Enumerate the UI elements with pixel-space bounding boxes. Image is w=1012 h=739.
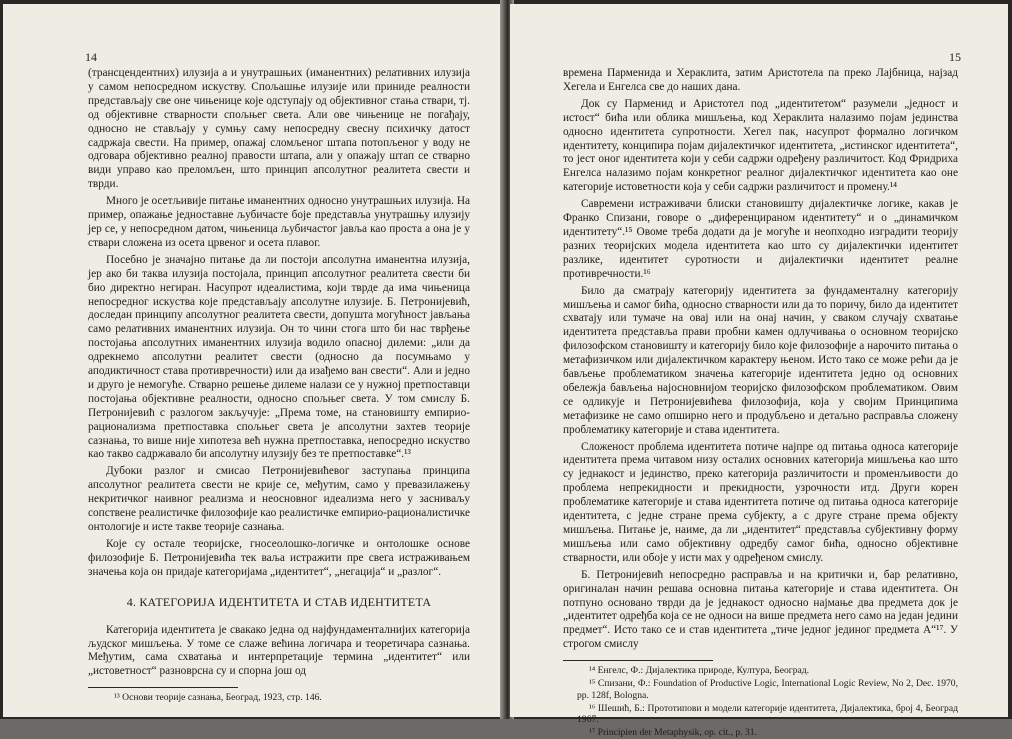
paragraph: Б. Петронијевић непосредно расправља и на критички и, бар релативно, оригиналан начин решава основна питања категорије и става идентитета. Он потпуно основано тврди да је једнакост односно најмање два предмета док је „идентитет одређба која се не односи на више предмета него само на један једини предмет“. Исто тако се и став идентитета „тиче једног јединог предмета А“¹⁷. У строгом смислу xyxy=(563,568,958,651)
paragraph: времена Парменида и Хераклита, затим Аристотела па преко Лајбница, најзад Хегела и Енгелса све до наших дана. xyxy=(563,67,958,93)
paragraph: Дубоки разлог и смисао Петронијевићевог заступања принципа апсолутног реалитета свести не крије се, међутим, само у превазилажењу некритичког наивног реализма и неосновног идеализма него у засниваљу сопствене реалистичке филозофије као реалистичке емпирио-рационалистичке онтологије и исте такве теорије сазнања. xyxy=(88,465,470,533)
paragraph: Категорија идентитета је свакако једна од најфундаменталнијих категорија људског мишљења. У томе се слаже већина логичара и теоретичара сазнања. Међутим, сама схватања и интерпретације термина „идентитет“ или „истоветност“ разноврсна су и спорна још од xyxy=(88,623,470,678)
page-number-right: 15 xyxy=(949,50,961,64)
footnote: ¹⁶ Шешић, Б.: Прототипови и модели категорије идентитета, Дијалектика, број 4, Београд 1967. xyxy=(577,702,958,726)
left-page-body xyxy=(88,67,470,704)
footnote: ¹³ Основи теорије сазнања, Београд, 1923, стр. 146. xyxy=(114,692,322,704)
footnote-rule xyxy=(563,660,713,661)
right-page-body xyxy=(563,67,958,739)
paragraph: Савремени истраживачи блиски становишту дијалектичке логике, какав је Франко Спизани, говоре о „диференцираном идентитету“ и о „динамичком идентитету“.¹⁵ Овоме треба додати да је могуће и неопходно изградити теорију разних теоријских модела идентитета као што су дијалектички идентитет разлике, идентитет суротности и дијалектички идентитет реалне противречности.¹⁶ xyxy=(563,198,958,280)
paragraph: Било да сматрају категорију идентитета за фундаменталну категорију мишљења и самог бића, односно стварности или да то поричу, било да идентитет схватају или тумаче на овај или на онај начин, у сваком случају схватање идентитета представља прави пробни камен одлучивања о основном теоријско филозофском становишту и категорију било које филозофије а нарочито питања о метафизичком или дијалектичком карактеру њеном. Исто тако се може рећи да је бављење проблематиком значења категорије идентитета једно од основних обележја бављења најосновнијом теоријско филозофском проблематиком. Овим се одликује и Петронијевићева филозофија, која у својим Принципима метафизике не само опширно него и продубљено и детаљно расправља сложену проблематику категорије и става идентитета. xyxy=(563,284,958,436)
footnote: ¹⁷ Principien der Metaphysik, op. cit., p. 31. xyxy=(589,727,757,739)
footnote-rule xyxy=(88,687,238,688)
paragraph: Сложеност проблема идентитета потиче најпре од питања односа категорије идентитета према читавом низу осталих основних категорија мишљења као што су једнакост и јединство, преко категорија различитости и променљивости до проблема непрекидности и прекидности, узрочности итд. Други корен проблематике категорије и става идентитета потиче од питања односа категорије идентитета, с једне стране према субјекту, а с друге стране према објекту мишљења. Питање је, наиме, да ли „идентитет“ представља субјективну форму мишљења или само објективну одредбу самог бића, односно објективне стварности, или обоје у исти мах у одређеном смислу. xyxy=(563,440,958,564)
paragraph: (трансцендентних) илузија а и унутрашњих (иманентних) релативних илузија у самом непосредном искуству. Спољашње илузије или приниде реалности представљају све оне чињенице које одступају од објективног стања ствари, тј. од објективне стварности спољњег света. Али ове чињенице не погађају, односно не стављају у сумњу саму непосредну свесну психичку датост садржаја свести. На пример, опажај сломљеног штапа потопљеног у воду не одговара објективно реалној правости штапа, али у опажају штап се стварно види управо као преломљен, што принцип апсолутног реалитета свести и тврди. xyxy=(88,67,470,191)
paragraph: Много је осетљивије питање иманентних односно унутрашњих илузија. На пример, опажање једноставне љубичасте боје представља унутрашњу илузију јер се, у непосредном датом, чињеница љубичастог јавља као проста а она је у ствари сложена из осета црвеног и осета плавог. xyxy=(88,195,470,249)
footnote: ¹⁵ Спизани, Ф.: Foundation of Productive Logic, International Logic Review, No 2, Dec. 1970, pp. 128f, Bologna. xyxy=(577,677,958,701)
paragraph: Док су Парменид и Аристотел под „идентитетом“ разумели „једност и истост“ бића или облика мишљења, код Хераклита налазимо појам јединства односно идентитета супротности. Хегел пак, насупрот формално логичком идентитету, конципира појам дијалектичког идентитета, „истинског идентитета“, то јест оног идентитета који у себи садржи одређену различитост. Код Фридриха Енгелса налазимо појам конкретног реалног дијалектичког идентитета као оне категорије истоветности која у себи садржи различитост и промену.¹⁴ xyxy=(563,97,958,194)
left-page xyxy=(3,4,504,717)
footnote: ¹⁴ Енгелс, Ф.: Дијалектика природе, Култура, Београд. xyxy=(589,665,810,677)
paragraph: Које су остале теоријске, гносеолошко-логичке и онтолошке основе филозофије Б. Петронијевића тек ваља истражити пре свега истраживањем значења која он придаје категоријама „идентитет“, „негација“ и „разлог“. xyxy=(88,537,470,578)
section-heading: 4. КАТЕГОРИЈА ИДЕНТИТЕТА И СТАВ ИДЕНТИТЕТА xyxy=(126,594,432,609)
paragraph: Посебно је значајно питање да ли постоји апсолутна иманентна илузија, јер ако би таква илузија постојала, принцип апсолутног реалитета свести би био директно негиран. Насупрот идеалистима, који тврде да има чињеница непосредног искуства које представљају апсолутне илузије. Б. Петронијевић, доследан принципу апсолутног реалитета свести, допушта могућност јављања само релативних иманентних илузија. Он то чини стога што би нас тврђење постојања апсолутних иманентних илузија водило опасној дилеми: „или да одрекнемо апсолутни реалитет свести (односно да посумњамо у аподиктичност става противречности) или да изађемо ван свести“. Али и једно и друго је немогуће. Стварно решење дилеме налази се у нужној претпоставци постојања објективне реалности, односно спољњег света. У том смислу Б. Петронијевић с разлогом закључује: „Према томе, на становишту емпирио-рационализма претпостaвка спољњег света је апсолутни захтев теорије сазнања, то више није хипотеза већ нужна претпоставка, непосредно искуство као такво садржавало би апсолутну илузију без те претпоставке“.¹³ xyxy=(88,253,470,461)
right-page xyxy=(510,4,1008,739)
page-number-left: 14 xyxy=(85,50,97,64)
